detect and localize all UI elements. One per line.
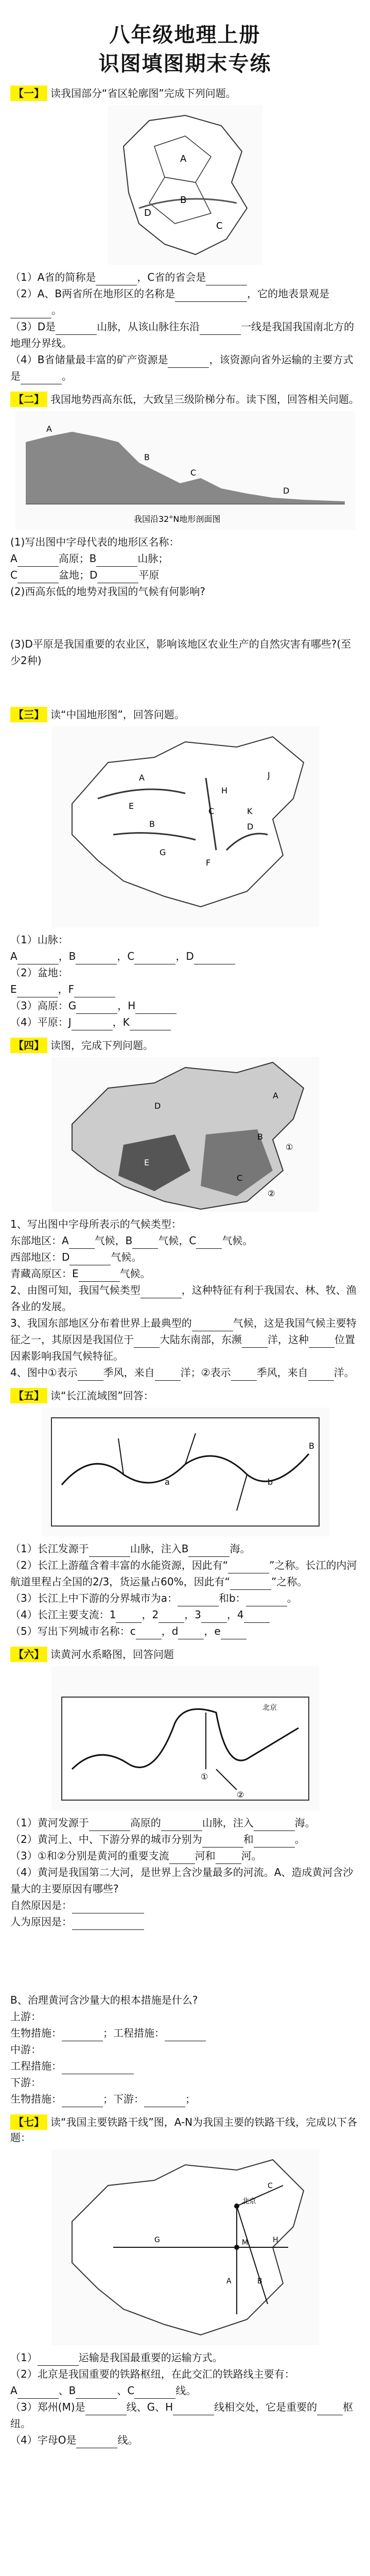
blank[interactable] — [85, 2403, 127, 2415]
blank[interactable] — [244, 1611, 270, 1623]
label-B: B — [180, 195, 186, 206]
blank[interactable] — [17, 986, 58, 997]
svg-text:F: F — [205, 858, 210, 868]
blank[interactable] — [228, 1562, 269, 1573]
s3-q2-line: E ，F — [10, 981, 360, 997]
china-climate-map — [51, 1057, 319, 1212]
blank[interactable] — [317, 2403, 343, 2415]
worksheet-subtitle: 识图填图期末专练 — [98, 52, 272, 76]
svg-text:D: D — [154, 1101, 161, 1111]
blank[interactable] — [62, 2095, 103, 2107]
s1-q4: （4）B省储量最丰富的矿产资源是 ，该资源向省外运输的主要方式是 。 — [10, 351, 360, 384]
blank[interactable] — [230, 1578, 271, 1590]
blank[interactable] — [254, 1836, 295, 1848]
s7-q4: （4）字母O是 线。 — [10, 2432, 360, 2448]
svg-text:a: a — [164, 1477, 170, 1487]
s6-q5-upper: 上游： — [10, 2010, 41, 2023]
s7-q3: （3）郑州(M)是 线、G、H 线相交处，它是重要的 枢纽。 — [10, 2401, 354, 2430]
s6-q2: （2）黄河上、中、下游分界的城市分别为 和 。 — [10, 1831, 360, 1848]
blank[interactable] — [178, 1628, 204, 1639]
blank[interactable] — [196, 1237, 222, 1249]
blank[interactable] — [309, 1336, 334, 1348]
section-7-tag: 【七】 — [10, 2114, 47, 2130]
svg-text:B: B — [257, 2277, 262, 2285]
s7-q2-line: A 、B 、C 线。 — [10, 2382, 360, 2399]
s4-q2: 2、由图可知，我国气候类型 ，这种特征有利于我国农、林、牧、渔各业的发展。 — [10, 1284, 357, 1313]
s4-q3: 3、我国东部地区分布着世界上最典型的 气候，这是我国气候主要特征之一，其原因是我国位于 大陆东南部，东濒 洋，这种 位置因素影响我国气候特征。 — [10, 1317, 357, 1362]
section-3-tag: 【三】 — [10, 707, 47, 722]
svg-text:B: B — [257, 1132, 263, 1142]
blank[interactable] — [246, 1595, 287, 1606]
blank[interactable] — [221, 1628, 246, 1639]
blank[interactable] — [72, 1918, 144, 1930]
s6-q5-middle-measures: 工程措施： — [10, 2058, 360, 2074]
blank[interactable] — [76, 2387, 117, 2399]
blank[interactable] — [69, 1253, 111, 1265]
s6-q5-upper-measures: 生物措施： ；工程措施： — [10, 2025, 360, 2041]
svg-text:K: K — [246, 806, 252, 816]
s5-q1: （1）长江发源于 山脉，注入B 海。 — [10, 1540, 360, 1557]
blank[interactable] — [62, 2029, 103, 2041]
section-2-heading: 【二】 我国地势西高东低，大致呈三级阶梯分布。读下图，回答相关问题。 — [10, 392, 360, 407]
blank[interactable] — [17, 953, 59, 964]
s1-q3: （3）D是 山脉，从该山脉往东沿 一线是我国我国南北方的地理分界线。 — [10, 320, 355, 349]
blank[interactable] — [173, 2403, 214, 2415]
blank[interactable] — [178, 1595, 219, 1606]
section-2-tag: 【二】 — [10, 392, 47, 407]
blank[interactable] — [132, 1237, 158, 1249]
s6-q4-human: 人为原因是： — [10, 1913, 360, 1930]
blank[interactable] — [136, 1628, 162, 1639]
blank[interactable] — [116, 1611, 142, 1623]
blank[interactable] — [76, 2436, 117, 2448]
s5-q3: （3）长江上中下游的分界城市为a： 和b： 。 — [10, 1590, 360, 1606]
s4-q1: 1、写出图中字母所表示的气候类型： — [10, 1218, 182, 1230]
s6-q5-lower-measures: 生物措施： ；下游： ； — [10, 2091, 360, 2107]
svg-text:①: ① — [285, 1142, 293, 1152]
blank[interactable] — [56, 323, 97, 335]
china-terrain-map — [51, 726, 319, 927]
s3-q2: （2）盆地： — [10, 967, 68, 979]
s4-q4: 4、图中①表示 季风，来自 洋；②表示 季风，来自 洋。 — [10, 1364, 360, 1381]
s7-q1: （1） 运输是我国最重要的运输方式。 — [10, 2349, 360, 2366]
svg-text:G: G — [154, 2236, 160, 2244]
blank[interactable] — [79, 1270, 120, 1282]
svg-text:J: J — [267, 770, 270, 780]
blank[interactable] — [169, 1852, 195, 1864]
blank[interactable] — [254, 1819, 295, 1831]
svg-text:北京: 北京 — [241, 2197, 256, 2206]
label-C: C — [216, 221, 223, 231]
blank[interactable] — [89, 1545, 130, 1557]
blank[interactable] — [188, 1545, 230, 1557]
s6-q1: （1）黄河发源于 高原的 山脉，注入 海。 — [10, 1815, 360, 1831]
yangtze-basin-map — [41, 1408, 329, 1536]
label-D: D — [144, 208, 151, 218]
section-7-heading: 【七】 读“我国主要铁路干线”图，A-N为我国主要的铁路干线，完成以下各题： — [10, 2114, 360, 2145]
blank[interactable] — [62, 2062, 134, 2074]
s6-q5-middle: 中游： — [10, 2043, 41, 2056]
svg-text:G: G — [159, 848, 166, 857]
s2-q2: (2)西高东低的地势对我国的气候有何影响? — [10, 585, 205, 598]
section-4-tag: 【四】 — [10, 1038, 47, 1053]
s1-q2: （2）A、B两省所在地形区的名称是 ，它的地表景观是。 — [10, 285, 360, 318]
section-1-tag: 【一】 — [10, 86, 47, 101]
blank[interactable] — [242, 1336, 268, 1348]
blank[interactable] — [96, 274, 137, 285]
blank[interactable] — [231, 1369, 257, 1381]
s2-q1: (1)写出图中字母代表的地形区名称： — [10, 536, 180, 548]
blank[interactable] — [17, 571, 59, 583]
profile-caption: 我国沿32°N地形剖面图 — [133, 514, 220, 524]
railway-trunk-map — [51, 2149, 319, 2345]
blank[interactable] — [158, 1611, 184, 1623]
blank[interactable] — [76, 1002, 117, 1014]
s1-q1: （1）A省的简称是 ，C省的省会是 — [10, 269, 360, 285]
svg-text:②: ② — [236, 1790, 244, 1800]
blank[interactable] — [140, 1286, 182, 1298]
blank[interactable] — [161, 1819, 202, 1831]
blank[interactable] — [144, 2095, 185, 2107]
blank[interactable] — [10, 307, 51, 318]
svg-text:B: B — [308, 1441, 314, 1451]
svg-text:D: D — [283, 486, 289, 496]
svg-text:H: H — [221, 786, 227, 795]
worksheet-title: 八年级地理上册 — [109, 23, 261, 47]
blank[interactable] — [69, 1237, 95, 1249]
section-5-heading: 【五】 读“长江流域图”回答： — [10, 1388, 360, 1403]
svg-text:C: C — [267, 2182, 273, 2190]
s2-q1-line2: C 盆地；D 平原 — [10, 567, 360, 583]
blank[interactable] — [17, 555, 59, 567]
svg-text:②: ② — [267, 1189, 275, 1198]
blank[interactable] — [21, 372, 62, 384]
s5-q2: （2）长江上游蕴含着丰富的水能资源，因此有“ ”之称。长江的内河航道里程占全国的2/3，货运量占60%，因此有“ ”之称。 — [10, 1557, 360, 1590]
s6-q3: （3）①和②分别是黄河的重要支流 河和 河。 — [10, 1848, 360, 1864]
blank[interactable] — [135, 1002, 177, 1014]
s5-q4: （4）长江主要支流：1 ，2 ，3 ，4 — [10, 1606, 360, 1623]
blank[interactable] — [72, 1902, 144, 1913]
svg-text:B: B — [149, 819, 155, 829]
s5-q5: （5）写出下列城市名称：c ，d ，e — [10, 1623, 360, 1639]
label-A: A — [180, 154, 186, 164]
blank[interactable] — [97, 571, 138, 583]
blank[interactable] — [216, 1852, 241, 1864]
svg-text:①: ① — [200, 1772, 208, 1782]
blank[interactable] — [134, 2387, 175, 2399]
blank[interactable] — [72, 1019, 113, 1030]
s3-q1-line: A ，B ，C ，D — [10, 948, 360, 964]
section-3-heading: 【三】 读“中国地形图”，回答问题。 — [10, 707, 360, 722]
svg-text:E: E — [144, 1158, 149, 1167]
blank[interactable] — [89, 1819, 130, 1831]
blank[interactable] — [200, 323, 241, 335]
s2-q3: (3)D平原是我国重要的农业区，影响该地区农业生产的自然灾害有哪些?(至少2种) — [10, 638, 351, 667]
blank[interactable] — [17, 2387, 59, 2399]
blank[interactable] — [134, 1336, 160, 1348]
s3-q4: （4）平原：J ，K — [10, 1014, 360, 1030]
section-6-heading: 【六】 读黄河水系略图，回答问题 — [10, 1647, 360, 1662]
svg-text:B: B — [144, 452, 150, 462]
svg-text:A: A — [226, 2277, 232, 2285]
blank[interactable] — [155, 1369, 181, 1381]
svg-text:H: H — [272, 2236, 278, 2244]
svg-text:A: A — [272, 1091, 278, 1100]
blank[interactable] — [134, 953, 175, 964]
svg-text:北京: 北京 — [262, 1704, 277, 1712]
blank[interactable] — [201, 1611, 227, 1623]
s3-q3: （3）高原：G ，H — [10, 997, 360, 1014]
blank[interactable] — [96, 555, 137, 567]
s3-q1: （1）山脉： — [10, 934, 68, 946]
blank[interactable] — [165, 2029, 206, 2041]
blank[interactable] — [175, 290, 247, 302]
section-1-heading: 【一】 读我国部分“省区轮廓图”完成下列问题。 — [10, 86, 360, 101]
blank[interactable] — [192, 1319, 233, 1331]
svg-text:C: C — [208, 806, 214, 816]
blank[interactable] — [130, 1019, 171, 1030]
svg-text:C: C — [190, 468, 196, 478]
s2-q1-line1: A 高原；B 山脉； — [10, 550, 360, 567]
blank[interactable] — [194, 953, 235, 964]
blank[interactable] — [206, 274, 247, 285]
province-outline-map — [108, 105, 262, 265]
s4-q1-tibet: 青藏高原区：E 气候。 — [10, 1265, 360, 1282]
s6-q4-natural: 自然原因是： — [10, 1897, 360, 1913]
section-4-heading: 【四】 读图，完成下列问题。 — [10, 1038, 360, 1053]
terrain-profile-32n — [15, 411, 355, 530]
blank[interactable] — [202, 1836, 243, 1848]
s4-q1-west: 西部地区：D 气候。 — [10, 1249, 360, 1265]
blank[interactable] — [38, 2354, 79, 2366]
svg-text:M: M — [241, 2239, 248, 2247]
section-6-tag: 【六】 — [10, 1647, 47, 1662]
svg-text:C: C — [236, 1173, 242, 1183]
s6-q5-lower: 下游： — [10, 2076, 41, 2089]
svg-text:D: D — [246, 822, 253, 832]
section-5-tag: 【五】 — [10, 1388, 47, 1403]
blank[interactable] — [308, 1369, 334, 1381]
blank[interactable] — [168, 356, 209, 368]
yellow-river-map — [51, 1666, 319, 1810]
s6-q4: （4）黄河是我国第二大河，是世界上含沙量最多的河流。A、造成黄河含沙量大的主要原因有哪些? — [10, 1866, 354, 1895]
svg-text:A: A — [138, 773, 145, 783]
s4-q1-east: 东部地区：A 气候，B 气候，C 气候。 — [10, 1232, 360, 1249]
s6-q5: B、治理黄河含沙量大的根本措施是什么? — [10, 1994, 198, 2006]
svg-text:b: b — [267, 1477, 273, 1487]
blank[interactable] — [78, 1369, 103, 1381]
s7-q2: （2）北京是我国重要的铁路枢纽，在此交汇的铁路线主要有： — [10, 2368, 295, 2380]
svg-text:E: E — [128, 801, 134, 811]
svg-text:A: A — [46, 424, 52, 434]
blank[interactable] — [76, 953, 117, 964]
blank[interactable] — [74, 986, 115, 997]
